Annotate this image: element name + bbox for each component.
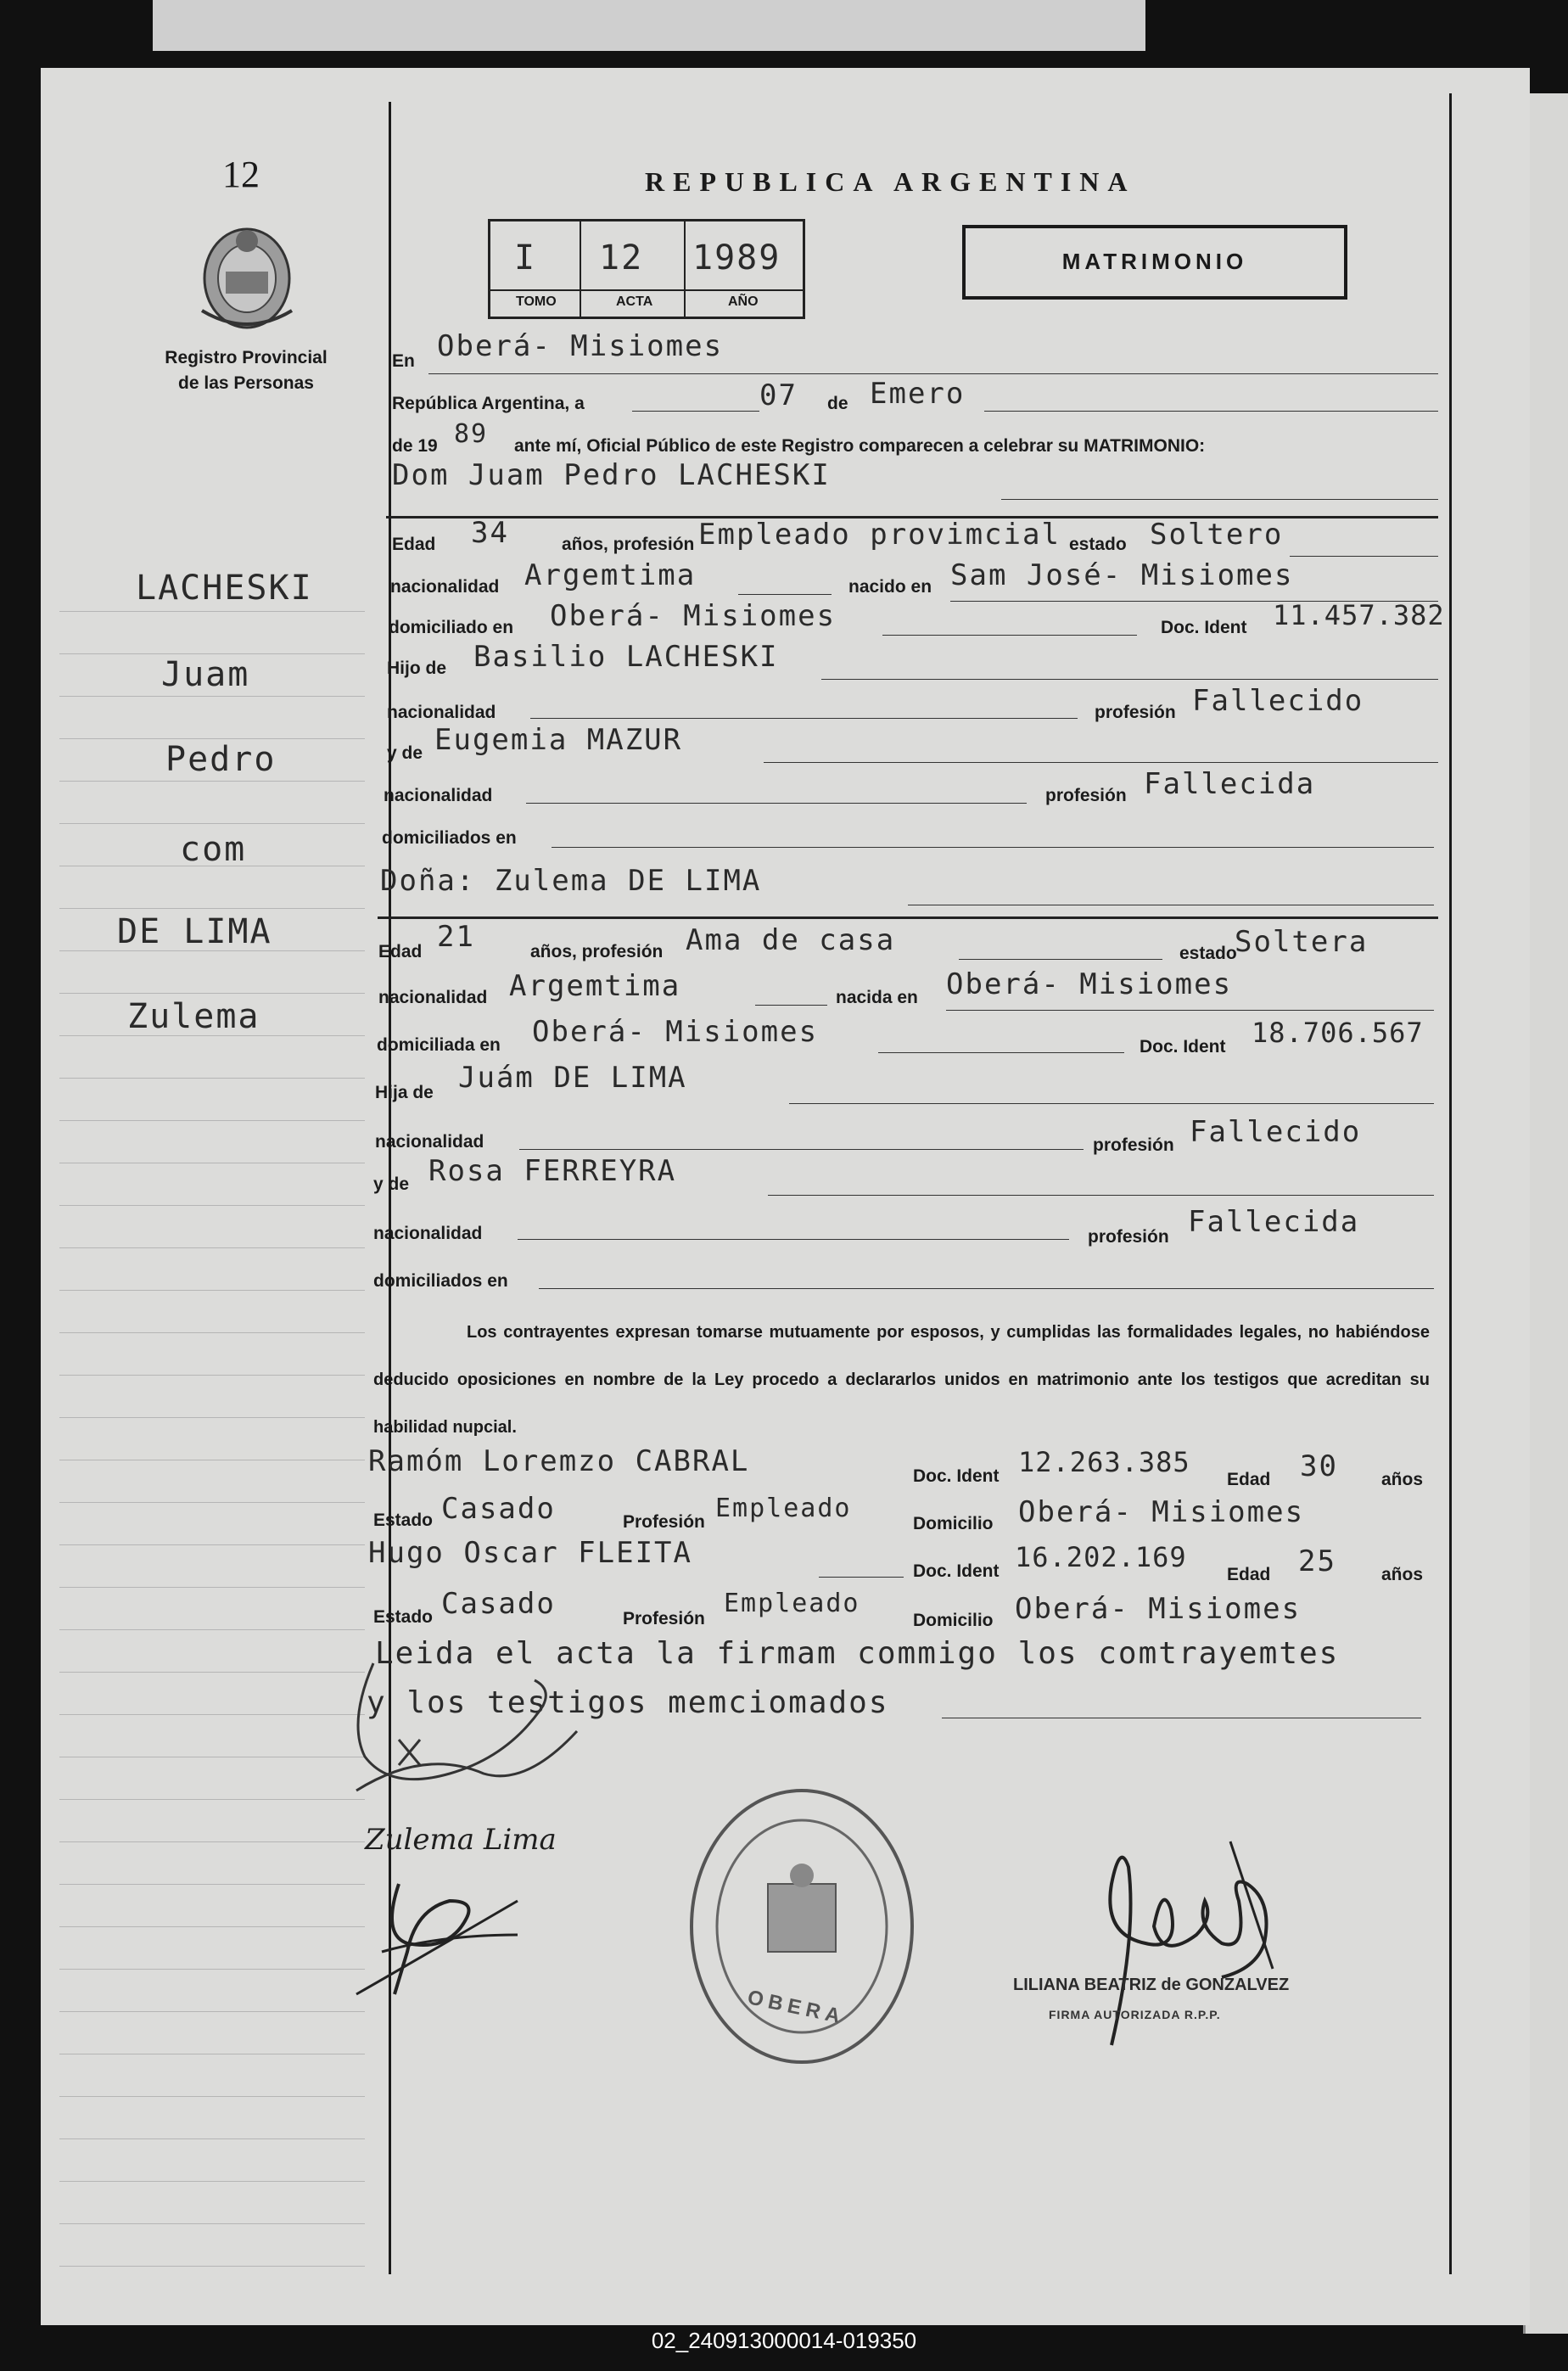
- ruled-line: [59, 2181, 365, 2182]
- label-de-ano: de 19: [392, 436, 438, 456]
- witness1-name: Ramóm Loremzo CABRAL: [368, 1444, 750, 1478]
- bride-mother-nat-label: nacionalidad: [373, 1224, 483, 1243]
- label-de-mes: de: [827, 394, 848, 413]
- witness1-anos-label: años: [1381, 1470, 1424, 1489]
- witness1-doc: 12.263.385: [1018, 1446, 1190, 1478]
- groom-profesion-label: años, profesión: [562, 535, 695, 554]
- groom-domiciliados-label: domiciliados en: [382, 828, 517, 848]
- margin-note-name-2: Pedro: [165, 740, 277, 779]
- official-name: LILIANA BEATRIZ de GONZALVEZ: [1013, 1976, 1290, 1994]
- groom-age: 34: [471, 516, 509, 550]
- ruled-line: [59, 1502, 365, 1503]
- groom-edad-label: Edad: [392, 535, 436, 554]
- bride-age: 21: [437, 920, 475, 954]
- bride-estado-label: estado: [1179, 944, 1237, 963]
- ruled-line: [59, 1247, 365, 1248]
- label-comparecen: ante mí, Oficial Público de este Registro comparecen a celebrar su MATRIMONIO:: [514, 436, 1206, 456]
- ruled-line: [59, 1629, 365, 1630]
- ruled-line: [59, 2223, 365, 2224]
- bride-birthplace: Oberá- Misiomes: [946, 967, 1233, 1001]
- groom-civil-status: Soltero: [1150, 518, 1284, 552]
- groom-mother-nat-label: nacionalidad: [384, 786, 493, 805]
- bride-doc: 18.706.567: [1252, 1017, 1424, 1049]
- scan-identifier: 02_240913000014-019350: [651, 2328, 917, 2353]
- official-signature-icon: [1078, 1833, 1298, 2071]
- groom-mother: Eugemia MAZUR: [434, 723, 683, 757]
- bride-domiciliados-label: domiciliados en: [373, 1271, 508, 1291]
- acta-value: 12: [599, 238, 644, 277]
- groom-father-nat-label: nacionalidad: [387, 703, 496, 722]
- closing-line-1: Leida el acta la firmam commigo los comtrayemtes: [375, 1636, 1340, 1671]
- tomo-value: I: [514, 238, 537, 277]
- margin-note-surname: LACHESKI: [136, 569, 313, 608]
- bride-hija-label: Hija de: [375, 1083, 434, 1102]
- ruled-line: [59, 2138, 365, 2139]
- ano-label: AÑO: [728, 294, 759, 309]
- groom-yde-label: y de: [387, 743, 423, 763]
- right-border: [1449, 93, 1452, 2274]
- witness-signature-icon: [348, 1867, 543, 2003]
- bride-father-prof-label: profesión: [1093, 1135, 1174, 1155]
- witness2-profesion-label: Profesión: [623, 1609, 705, 1628]
- bride-mother: Rosa FERREYRA: [428, 1154, 677, 1188]
- closing-line-2: y los testigos memciomados: [367, 1685, 889, 1720]
- bride-edad-label: Edad: [378, 942, 423, 961]
- ruled-line: [59, 1290, 365, 1291]
- official-seal-icon: [683, 1782, 921, 2071]
- seal-text: OBERA: [745, 1986, 848, 2029]
- bride-civil-status: Soltera: [1235, 925, 1369, 959]
- ruled-line: [59, 1544, 365, 1545]
- ruled-line: [59, 2096, 365, 2097]
- groom-domicilio-label: domiciliado en: [389, 618, 514, 637]
- witness1-status: Casado: [441, 1492, 556, 1526]
- groom-nacido-label: nacido en: [848, 577, 932, 597]
- margin-note-name-3: Zulema: [127, 997, 260, 1036]
- margin-note-surname-2: DE LIMA: [117, 912, 272, 951]
- groom-father: Basilio LACHESKI: [473, 640, 779, 674]
- ruled-line: [59, 1587, 365, 1588]
- bride-father: Juám DE LIMA: [458, 1061, 687, 1095]
- groom-hijo-label: Hijo de: [387, 659, 447, 678]
- bride-yde-label: y de: [373, 1174, 410, 1194]
- ruled-line: [59, 738, 365, 739]
- label-en: En: [392, 351, 415, 371]
- groom-nacionalidad-label: nacionalidad: [390, 577, 500, 597]
- ruled-line: [59, 1120, 365, 1121]
- groom-mother-profession: Fallecida: [1144, 767, 1316, 801]
- coat-of-arms-icon: [193, 219, 300, 333]
- ruled-line: [59, 781, 365, 782]
- ruled-line: [59, 1799, 365, 1800]
- tomo-acta-ano-box: [488, 219, 805, 319]
- ruled-line: [59, 1884, 365, 1885]
- witness2-status: Casado: [441, 1587, 556, 1621]
- ruled-line: [59, 1078, 365, 1079]
- groom-father-prof-label: profesión: [1095, 703, 1176, 722]
- registry-line-2: de las Personas: [178, 373, 314, 393]
- tomo-label: TOMO: [516, 294, 557, 309]
- label-republica: República Argentina, a: [392, 394, 585, 413]
- bride-nationality: Argemtima: [509, 969, 681, 1003]
- bride-father-profession: Fallecido: [1190, 1115, 1362, 1149]
- witness2-age: 25: [1298, 1544, 1336, 1578]
- bride-domicilio-label: domiciliada en: [377, 1035, 501, 1055]
- country-title: REPUBLICA ARGENTINA: [645, 166, 1136, 197]
- witness2-name: Hugo Oscar FLEITA: [368, 1536, 692, 1570]
- margin-note-conjunction: com: [180, 830, 247, 869]
- ruled-line: [59, 1841, 365, 1842]
- bride-doc-label: Doc. Ident: [1140, 1037, 1226, 1057]
- act-year-suffix: 89: [454, 419, 489, 449]
- witness2-doc-label: Doc. Ident: [913, 1561, 1000, 1581]
- witness1-domicilio-label: Domicilio: [913, 1514, 994, 1533]
- groom-mother-prof-label: profesión: [1045, 786, 1127, 805]
- acta-label: ACTA: [616, 294, 653, 309]
- groom-estado-label: estado: [1069, 535, 1127, 554]
- act-month: Emero: [870, 377, 966, 411]
- ruled-line: [59, 1969, 365, 1970]
- bride-nacionalidad-label: nacionalidad: [378, 988, 488, 1007]
- ruled-line: [59, 1332, 365, 1333]
- ano-value: 1989: [692, 238, 781, 277]
- bride-profession: Ama de casa: [686, 923, 896, 957]
- witness2-domicilio-label: Domicilio: [913, 1611, 994, 1630]
- ruled-line: [59, 1375, 365, 1376]
- witness1-profession: Empleado: [715, 1494, 852, 1523]
- witness1-profesion-label: Profesión: [623, 1512, 705, 1532]
- ruled-line: [59, 1926, 365, 1927]
- bride-mother-prof-label: profesión: [1088, 1227, 1169, 1247]
- groom-signature-icon: [339, 1646, 611, 1808]
- previous-page-strip: [153, 0, 1145, 51]
- witness1-age: 30: [1300, 1449, 1338, 1483]
- ruled-line: [59, 1672, 365, 1673]
- witness2-anos-label: años: [1381, 1565, 1424, 1584]
- ruled-line: [59, 1205, 365, 1206]
- bride-nacida-label: nacida en: [836, 988, 918, 1007]
- ruled-line: [59, 2266, 365, 2267]
- groom-name: Dom Juam Pedro LACHESKI: [392, 458, 831, 492]
- witness1-edad-label: Edad: [1227, 1470, 1271, 1489]
- ruled-line: [59, 908, 365, 909]
- bride-profesion-label: años, profesión: [530, 942, 664, 961]
- ruled-line: [59, 611, 365, 612]
- groom-profession: Empleado provimcial: [698, 518, 1061, 552]
- bride-signature: Zulema Lima: [365, 1823, 557, 1857]
- act-type-box: [962, 225, 1347, 300]
- bride-name: Doña: Zulema DE LIMA: [380, 864, 762, 898]
- witness1-estado-label: Estado: [373, 1511, 434, 1530]
- witness1-doc-label: Doc. Ident: [913, 1466, 1000, 1486]
- ruled-line: [59, 696, 365, 697]
- groom-doc: 11.457.382: [1273, 599, 1445, 631]
- ruled-line: [59, 2011, 365, 2012]
- registry-line-1: Registro Provincial: [165, 348, 328, 367]
- groom-nationality: Argemtima: [524, 558, 697, 592]
- act-type: MATRIMONIO: [1061, 249, 1248, 274]
- groom-birthplace: Sam José- Misiomes: [950, 558, 1294, 592]
- ruled-line: [59, 1417, 365, 1418]
- page-number: 12: [222, 154, 260, 195]
- ruled-line: [59, 823, 365, 824]
- declaration-paragraph: Los contrayentes expresan tomarse mutuamente por esposos, y cumplidas las formalidades legales, no habiéndose deducido oposiciones en nombre de la Ley procedo a declararlos unidos en matrimonio ante los testigos que acreditan su habilidad nupcial.: [373, 1323, 1430, 1437]
- margin-note-name-1: Juam: [161, 655, 250, 694]
- bride-domicile: Oberá- Misiomes: [532, 1015, 819, 1049]
- groom-domicile: Oberá- Misiomes: [550, 599, 837, 633]
- witness2-profession: Empleado: [724, 1589, 860, 1618]
- witness1-domicile: Oberá- Misiomes: [1018, 1495, 1305, 1529]
- bride-mother-profession: Fallecida: [1188, 1205, 1360, 1239]
- witness2-domicile: Oberá- Misiomes: [1015, 1592, 1302, 1626]
- witness2-doc: 16.202.169: [1015, 1541, 1187, 1573]
- groom-doc-label: Doc. Ident: [1161, 618, 1247, 637]
- ruled-line: [59, 653, 365, 654]
- ruled-line: [59, 1714, 365, 1715]
- ruled-line: [59, 993, 365, 994]
- bride-father-nat-label: nacionalidad: [375, 1132, 484, 1152]
- act-place: Oberá- Misiomes: [437, 329, 724, 363]
- official-role: FIRMA AUTORIZADA R.P.P.: [1049, 2008, 1221, 2021]
- witness2-estado-label: Estado: [373, 1607, 434, 1627]
- act-day: 07: [759, 378, 798, 412]
- groom-father-profession: Fallecido: [1192, 684, 1364, 718]
- witness2-edad-label: Edad: [1227, 1565, 1271, 1584]
